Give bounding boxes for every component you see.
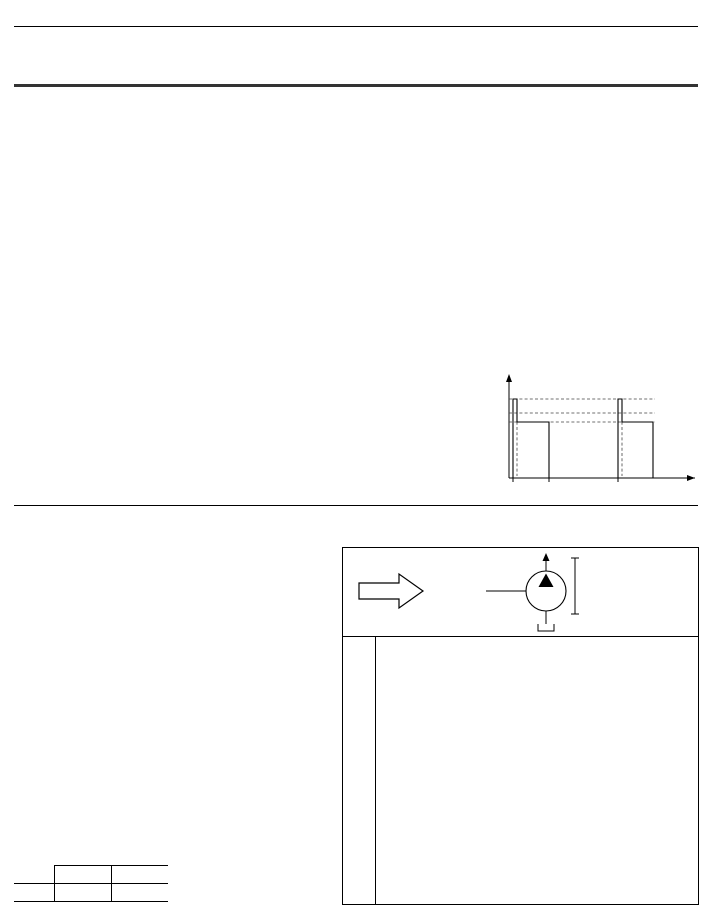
eff-vol-value: [112, 884, 169, 902]
formula-table-body: [343, 637, 698, 904]
header-inertia: [360, 31, 408, 85]
y-axis-arrow: [506, 374, 512, 382]
characteristics-block: [14, 540, 336, 544]
title-rule: [14, 26, 698, 27]
pressure-time-chart: [483, 366, 703, 496]
section-rule: [14, 505, 698, 506]
header-geometric-displacement: [62, 31, 114, 85]
pressure-pulse-1: [513, 399, 549, 478]
tech-params-table: [14, 31, 698, 87]
header-max-speed: [268, 31, 360, 85]
eff-tot-value: [55, 884, 112, 902]
eff-vol-header: [112, 866, 169, 884]
pump-symbol-drawing: [343, 548, 698, 634]
formula-rows: [376, 637, 698, 904]
input-arrow-icon: [359, 574, 423, 608]
formula-table-box: [342, 547, 699, 905]
subheader-nbr: [268, 86, 316, 87]
subheader-p120: [458, 86, 506, 87]
subheader-p180: [554, 86, 602, 87]
header-continuous-pressure: [216, 31, 268, 85]
subheader-p100: [409, 86, 458, 87]
x-axis-arrow: [687, 475, 695, 481]
pump-circuit-diagram: [343, 548, 698, 637]
efficiency-header-row: [14, 866, 168, 884]
header-rated-displacement: [14, 31, 62, 85]
header-min-speed: [409, 31, 699, 85]
group-header-row: [14, 31, 698, 85]
header-max-pressure: [114, 31, 166, 85]
pressure-time-diagram: [483, 366, 703, 501]
subheader-p150: [506, 86, 554, 87]
side-label-characteristics: [343, 637, 376, 904]
sub-header-row: [14, 86, 698, 87]
subheader-p250: [650, 86, 698, 87]
eff-tot-header: [55, 866, 112, 884]
pressure-pulse-2: [618, 399, 653, 478]
subheader-p200: [602, 86, 650, 87]
flow-arrow: [543, 553, 550, 561]
subheader-fkm: [316, 86, 360, 87]
eff-row-label: [14, 884, 55, 902]
efficiency-value-row: [14, 884, 168, 902]
efficiency-table: [14, 865, 168, 902]
header-rated-pressure: [166, 31, 216, 85]
tank-icon: [538, 624, 554, 631]
